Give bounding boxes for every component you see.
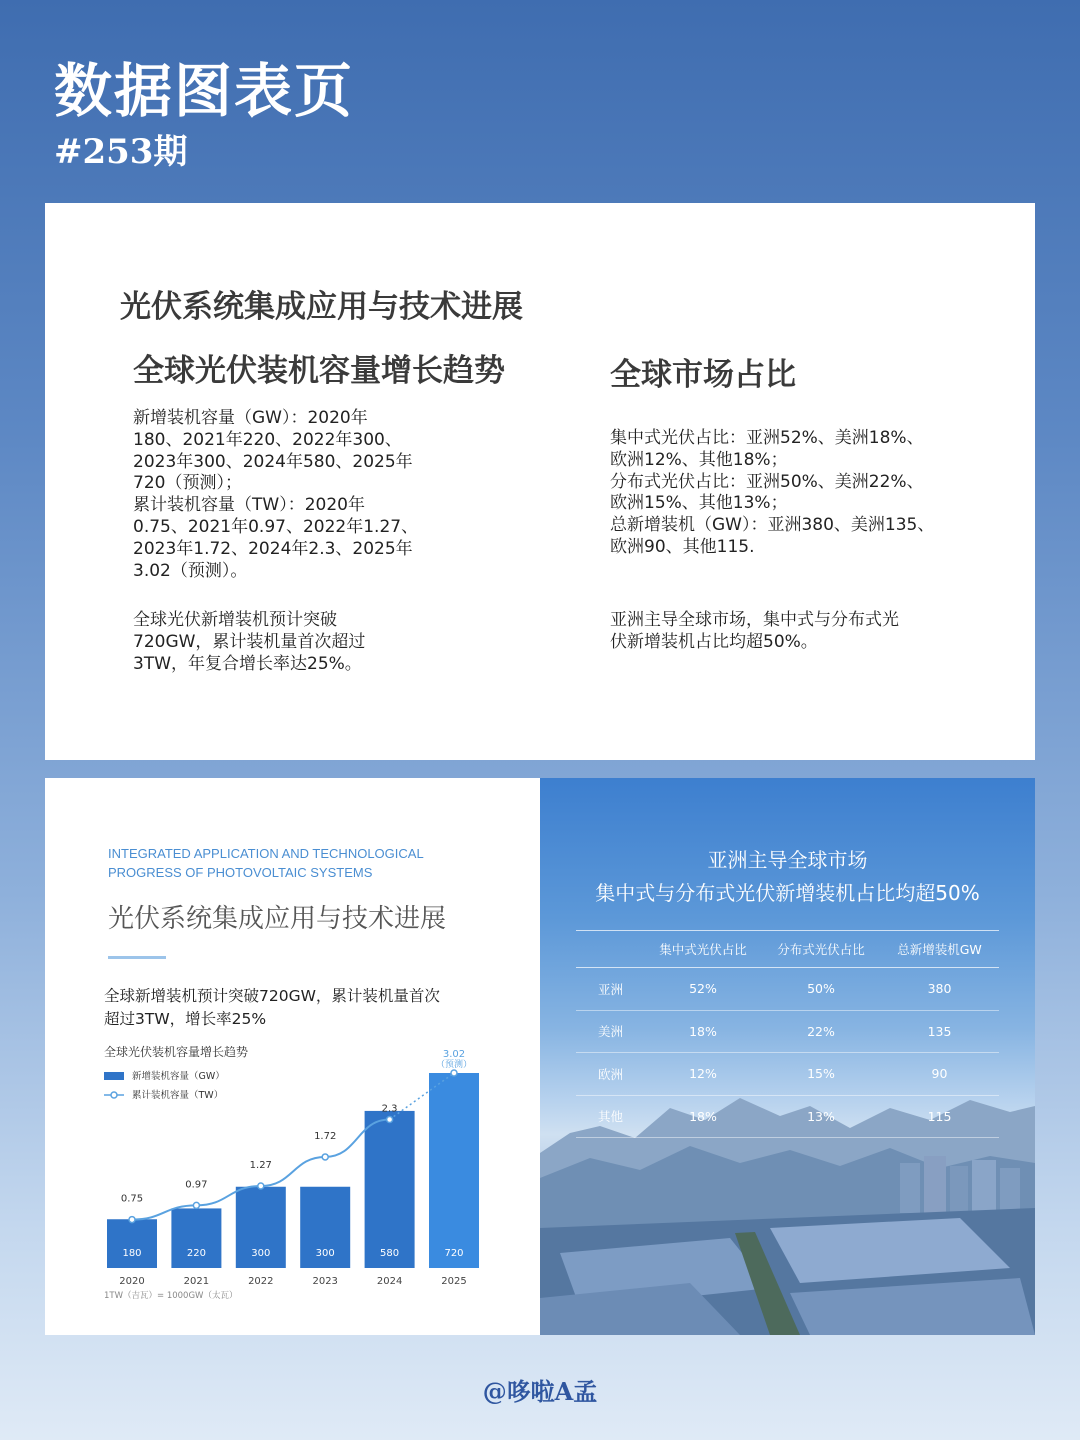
left-section-title: 全球光伏装机容量增长趋势 (133, 353, 505, 389)
cumulative-point (387, 1116, 393, 1122)
table-cell: 90 (931, 1066, 948, 1082)
legend-bar-label: 新增装机容量（GW） (132, 1071, 225, 1082)
bar-2024 (365, 1111, 415, 1268)
bar-value-label: 300 (315, 1248, 335, 1259)
left-section-body: 新增装机容量（GW）：2020年 180、2021年220、2022年300、 2023年300、2024年580、2025年 720（预测）； 累计装机容量（TW）：2020年 0.75、2021年0.97、2022年1.27、 2023年1.72、2024年2.3、2025年 3.02（预测）。 (133, 408, 419, 581)
chart-footnote: 1TW（吉瓦）= 1000GW（太瓦） (104, 1291, 238, 1301)
table-cell: 22% (807, 1023, 835, 1039)
table-header-cell: 分布式光伏占比 (777, 942, 865, 957)
cumulative-value-label: 0.97 (185, 1179, 208, 1191)
capacity-chart (45, 778, 540, 1335)
infographic-card (45, 778, 1035, 1335)
table-cell-region: 其他 (598, 1109, 624, 1125)
table-row (576, 1053, 999, 1096)
tower-building (900, 1163, 920, 1213)
table-cell: 115 (927, 1108, 952, 1124)
tower-building (1000, 1168, 1020, 1213)
table-header-row (576, 930, 999, 968)
bar-value-label: 300 (251, 1248, 271, 1259)
table-cell: 13% (807, 1108, 835, 1124)
legend-line-label: 累计装机容量（TW） (132, 1090, 224, 1101)
x-tick-label: 2023 (312, 1276, 338, 1287)
table-cell: 135 (927, 1023, 952, 1039)
table-cell-region: 美洲 (598, 1024, 624, 1040)
x-tick-label: 2020 (119, 1276, 145, 1287)
market-title-line1: 亚洲主导全球市场 (707, 848, 868, 872)
cumulative-value-label: 1.27 (249, 1159, 272, 1171)
bar-value-label: 720 (444, 1248, 464, 1259)
table-cell: 50% (807, 981, 835, 997)
chart-marks (107, 1049, 479, 1287)
cumulative-value-label: 1.72 (314, 1130, 337, 1142)
table-cell-region: 欧洲 (598, 1066, 624, 1082)
tower-building (950, 1166, 968, 1213)
legend-bar-swatch (104, 1072, 124, 1080)
table-row (576, 1096, 999, 1139)
tower-building (924, 1156, 946, 1213)
chart-title: 全球光伏装机容量增长趋势 (104, 1045, 249, 1059)
table-cell-region: 亚洲 (598, 981, 624, 997)
issue-number: #253期 (54, 132, 188, 172)
table-cell: 52% (689, 981, 717, 997)
left-section-summary: 全球光伏新增装机预计突破 720GW，累计装机量首次超过 3TW，年复合增长率达25%。 (133, 610, 366, 674)
market-panel (540, 778, 1035, 1335)
x-tick-label: 2024 (376, 1276, 403, 1287)
bar-value-label: 180 (122, 1248, 142, 1259)
page-title: 数据图表页 (54, 57, 355, 125)
table-row (576, 1011, 999, 1054)
cumulative-value-label: 2.3 (381, 1103, 398, 1115)
cumulative-value-label: 0.75 (120, 1193, 144, 1205)
right-section-body: 集中式光伏占比：亚洲52%、美洲18%、 欧洲12%、其他18%； 分布式光伏占比：亚洲50%、美洲22%、 欧洲15%、其他13%； 总新增装机（GW）：亚洲380、美洲135、 欧洲90、其他115. (610, 428, 935, 557)
tower-building (972, 1160, 996, 1213)
chart-headline: 全球新增装机预计突破720GW，累计装机量首次超过3TW，增长率25% (104, 987, 440, 1028)
bar-2021 (171, 1208, 221, 1268)
market-share-table (576, 930, 999, 1138)
table-cell: 380 (927, 981, 952, 997)
bar-2025 (429, 1073, 479, 1268)
bar-2020 (107, 1219, 157, 1268)
forecast-label: （预测） (435, 1060, 473, 1070)
cumulative-point (193, 1202, 199, 1208)
table-cell: 18% (689, 1108, 717, 1124)
x-tick-label: 2025 (441, 1276, 467, 1287)
card-main-title: 光伏系统集成应用与技术进展 (120, 289, 523, 325)
cumulative-value-label: 3.02 (442, 1049, 466, 1060)
table-cell: 18% (689, 1023, 717, 1039)
x-tick-label: 2022 (248, 1276, 274, 1287)
x-tick-label: 2021 (183, 1276, 210, 1287)
table-cell: 12% (689, 1066, 717, 1082)
bar-value-label: 220 (186, 1248, 206, 1259)
bar-value-label: 580 (380, 1248, 400, 1259)
cumulative-point (451, 1070, 457, 1076)
table-cell: 15% (807, 1066, 835, 1082)
english-subtitle: INTEGRATED APPLICATION AND TECHNOLOGICAL PROGRESS OF PHOTOVOLTAIC SYSTEMS (108, 846, 424, 880)
author-credit: @哆啦A孟 (482, 1377, 598, 1406)
cumulative-point (258, 1183, 264, 1189)
legend-line-marker (111, 1092, 117, 1098)
market-title-line2: 集中式与分布式光伏新增装机占比均超50% (595, 881, 980, 905)
table-header-cell: 集中式光伏占比 (659, 942, 747, 957)
chart-panel (45, 778, 540, 1335)
right-section-title: 全球市场占比 (610, 357, 796, 393)
right-section-summary: 亚洲主导全球市场，集中式与分布式光 伏新增装机占比均超50%。 (610, 610, 899, 652)
chart-panel-title: 光伏系统集成应用与技术进展 (108, 904, 447, 934)
text-card (45, 203, 1035, 760)
table-row (576, 968, 999, 1011)
cumulative-point (322, 1154, 328, 1160)
cumulative-point (129, 1217, 135, 1223)
table-header-cell: 总新增装机GW (897, 942, 982, 957)
